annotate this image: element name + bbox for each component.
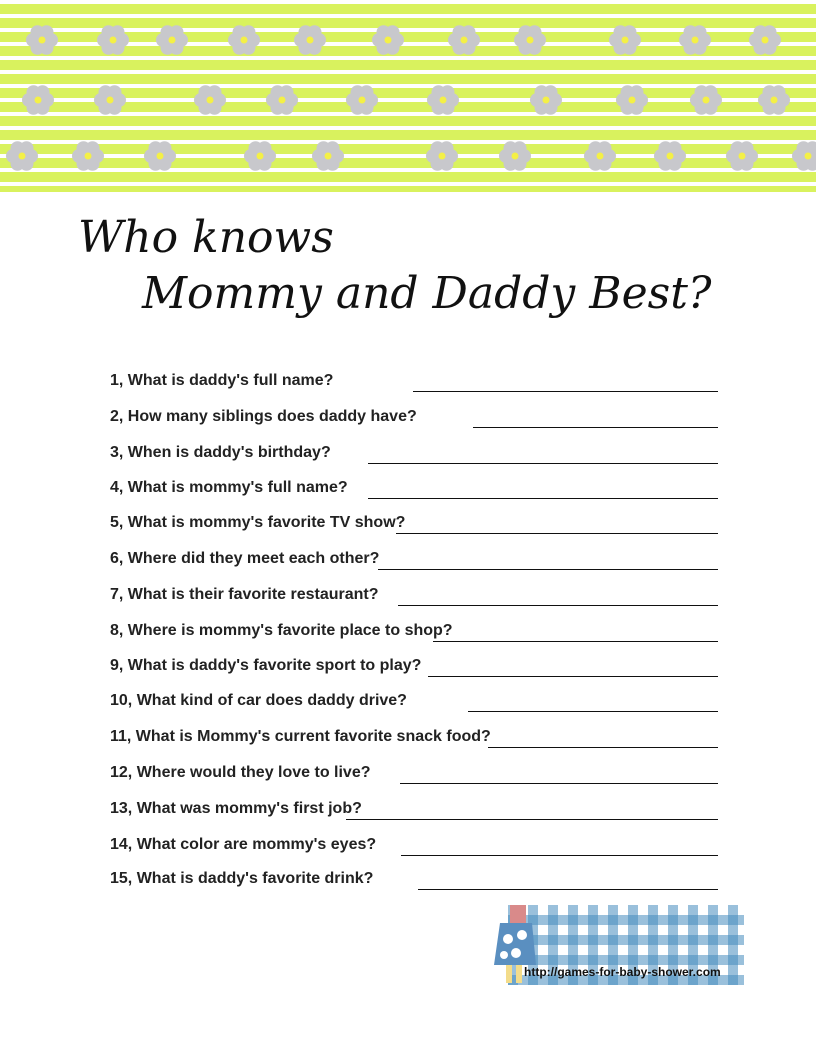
daisy-flower-icon (68, 136, 108, 176)
answer-line[interactable] (398, 605, 718, 606)
answer-line[interactable] (396, 533, 718, 534)
question-item (110, 540, 718, 570)
question-item (110, 434, 718, 464)
daisy-flower-icon (22, 20, 62, 60)
website-url[interactable]: http://games-for-baby-shower.com (524, 965, 721, 979)
question-item (110, 754, 718, 784)
question-text: 1, What is daddy's full name? (110, 372, 334, 389)
answer-line[interactable] (433, 641, 718, 642)
daisy-flower-icon (308, 136, 348, 176)
daisy-flower-icon (686, 80, 726, 120)
question-text: 3, When is daddy's birthday? (110, 444, 331, 461)
title-line-1: Who knows (78, 212, 334, 263)
answer-line[interactable] (401, 855, 718, 856)
answer-line[interactable] (413, 391, 718, 392)
daisy-flower-icon (290, 20, 330, 60)
daisy-flower-icon (90, 80, 130, 120)
question-text: 15, What is daddy's favorite drink? (110, 870, 374, 887)
question-text: 6, Where did they meet each other? (110, 550, 380, 567)
question-text: 8, Where is mommy's favorite place to shop? (110, 622, 453, 639)
daisy-flower-icon (444, 20, 484, 60)
question-item (110, 576, 718, 606)
question-item (110, 612, 718, 642)
answer-line[interactable] (418, 889, 718, 890)
question-item (110, 682, 718, 712)
daisy-flower-icon (224, 20, 264, 60)
question-text: 7, What is their favorite restaurant? (110, 586, 379, 603)
answer-line[interactable] (378, 569, 718, 570)
daisy-flower-icon (526, 80, 566, 120)
daisy-flower-icon (368, 20, 408, 60)
daisy-flower-icon (495, 136, 535, 176)
question-item (110, 647, 718, 677)
question-text: 5, What is mommy's favorite TV show? (110, 514, 406, 531)
footer-decoration (488, 905, 748, 985)
answer-line[interactable] (368, 498, 718, 499)
daisy-flower-icon (423, 80, 463, 120)
answer-line[interactable] (488, 747, 718, 748)
question-item (110, 718, 718, 748)
daisy-flower-icon (722, 136, 762, 176)
question-item (110, 790, 718, 820)
daisy-flower-icon (152, 20, 192, 60)
question-text: 14, What color are mommy's eyes? (110, 836, 377, 853)
daisy-flower-icon (754, 80, 794, 120)
answer-line[interactable] (346, 819, 718, 820)
daisy-flower-icon (190, 80, 230, 120)
question-text: 13, What was mommy's first job? (110, 800, 362, 817)
question-text: 9, What is daddy's favorite sport to play? (110, 657, 422, 674)
daisy-flower-icon (240, 136, 280, 176)
question-text: 4, What is mommy's full name? (110, 479, 348, 496)
daisy-flower-icon (422, 136, 462, 176)
daisy-flower-icon (93, 20, 133, 60)
daisy-flower-icon (2, 136, 42, 176)
question-item (110, 398, 718, 428)
answer-line[interactable] (473, 427, 718, 428)
question-item (110, 860, 718, 890)
question-item (110, 826, 718, 856)
question-item (110, 362, 718, 392)
question-text: 11, What is Mommy's current favorite snack food? (110, 728, 491, 745)
daisy-flower-icon (18, 80, 58, 120)
answer-line[interactable] (400, 783, 718, 784)
daisy-flower-icon (788, 136, 816, 176)
answer-line[interactable] (428, 676, 718, 677)
daisy-flower-icon (605, 20, 645, 60)
daisy-flower-icon (612, 80, 652, 120)
daisy-flower-icon (262, 80, 302, 120)
question-item (110, 504, 718, 534)
answer-line[interactable] (368, 463, 718, 464)
daisy-flower-icon (745, 20, 785, 60)
question-text: 12, Where would they love to live? (110, 764, 371, 781)
daisy-flower-icon (140, 136, 180, 176)
question-text: 2, How many siblings does daddy have? (110, 408, 417, 425)
question-item (110, 469, 718, 499)
title-line-2: Mommy and Daddy Best? (142, 268, 712, 319)
answer-line[interactable] (468, 711, 718, 712)
daisy-flower-icon (650, 136, 690, 176)
daisy-flower-icon (510, 20, 550, 60)
striped-flower-banner (0, 0, 816, 192)
question-text: 10, What kind of car does daddy drive? (110, 692, 407, 709)
daisy-flower-icon (580, 136, 620, 176)
daisy-flower-icon (675, 20, 715, 60)
daisy-flower-icon (342, 80, 382, 120)
